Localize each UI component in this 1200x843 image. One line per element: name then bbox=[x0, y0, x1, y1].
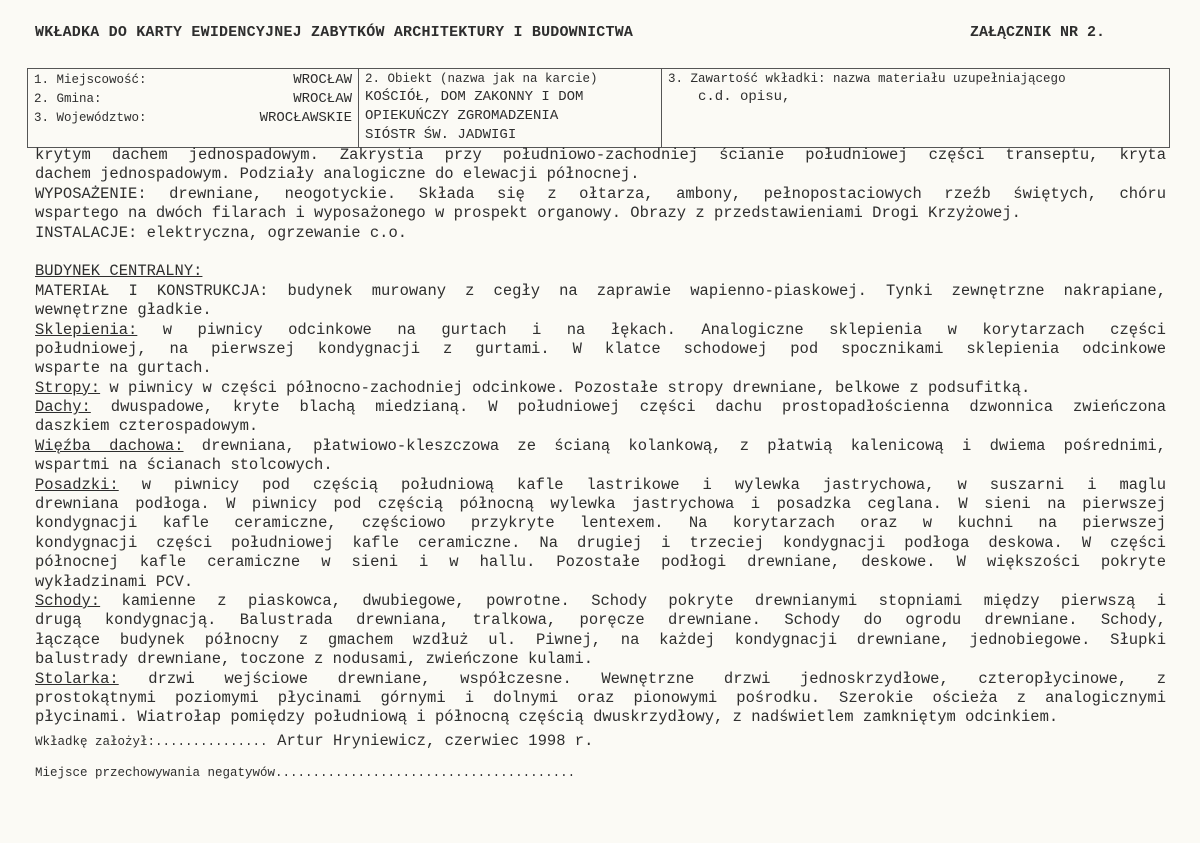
text-line bbox=[35, 611, 1166, 630]
section-heading: Stropy: bbox=[35, 378, 101, 397]
voivodeship-label: 3. Województwo: bbox=[34, 111, 147, 125]
line-text: prostokątnymi poziomymi płycinami górnymi i dolnymi oraz pionowymi pośrodku. Szerokie ościeża z analogicznymi bbox=[35, 688, 1166, 707]
commune-value: WROCŁAW bbox=[293, 91, 352, 107]
section-heading: Sklepienia: bbox=[35, 320, 138, 339]
line-text: w piwnicy pod częścią południową kafle lastrikowe i wylewka jastrychowa, w suszarni i maglu bbox=[118, 475, 1166, 494]
line-text: łączące budynek północny z gmachem wzdłuż ul. Piwnej, na każdej kondygnacji drewniane, jednobiegowe. Słupki bbox=[35, 630, 1166, 649]
commune-label: 2. Gmina: bbox=[34, 92, 102, 106]
commune-row bbox=[34, 90, 352, 109]
line-text: daszkiem czterospadowym. bbox=[35, 417, 259, 436]
line-text: kondygnacji części południowej kafle ceramiczne. Na drugiej i trzeciej kondygnacji podłoga deskowa. W części bbox=[35, 533, 1166, 552]
object-label: 2. Obiekt (nazwa jak na karcie) bbox=[365, 72, 598, 86]
section-heading: BUDYNEK CENTRALNY: bbox=[35, 262, 203, 281]
text-line bbox=[35, 456, 1166, 475]
line-text: w piwnicy odcinkowe na gurtach i na łękach. Analogiczne sklepienia w korytarzach części bbox=[137, 320, 1166, 339]
negatives-storage-line: Miejsce przechowywania negatywów........................................ bbox=[35, 766, 576, 780]
line-text: balustrady drewniane, toczone z nodusami, zwieńczone kulami. bbox=[35, 650, 594, 669]
text-line bbox=[35, 321, 1166, 340]
line-text: wsparte na gurtach. bbox=[35, 359, 212, 378]
line-text: MATERIAŁ I KONSTRUKCJA: budynek murowany z cegły na zaprawie wapienno-piaskowej. Tynki zewnętrzne nakrapiane, bbox=[35, 281, 1166, 300]
author-value: Artur Hryniewicz, czerwiec 1998 r. bbox=[277, 732, 594, 750]
text-line bbox=[35, 204, 1166, 223]
author-label: Wkładkę założył:............... bbox=[35, 735, 268, 749]
line-text: kamienne z piaskowca, dwubiegowe, powrotne. Schody pokryte drewnianymi stopniami między pierwszą i bbox=[100, 591, 1166, 610]
line-text: drewniana, płatwiowo-kleszczowa ze ścianą kolankową, z płatwią kalenicową i dwiema pośrednimi, bbox=[183, 436, 1166, 455]
object-name-line: OPIEKUŃCZY ZGROMADZENIA bbox=[365, 108, 559, 124]
text-line bbox=[35, 573, 1166, 592]
text-line bbox=[35, 708, 1166, 727]
line-text: płycinami. Wiatrołap pomiędzy południową i północną częścią dwuskrzydłowy, z nadświetlem zamkniętym odcinkiem. bbox=[35, 708, 1059, 727]
line-text: dachem jednospadowym. Podziały analogiczne do elewacji północnej. bbox=[35, 165, 640, 184]
text-line bbox=[35, 359, 1166, 378]
voivodeship-value: WROCŁAWSKIE bbox=[259, 110, 352, 126]
location-value: WROCŁAW bbox=[293, 72, 352, 88]
contents-label: 3. Zawartość wkładki: nazwa materiału uzupełniającego bbox=[668, 72, 1066, 86]
line-text: INSTALACJE: elektryczna, ogrzewanie c.o. bbox=[35, 223, 408, 242]
section-heading: Stolarka: bbox=[35, 669, 119, 688]
location-label: 1. Miejscowość: bbox=[34, 73, 147, 87]
text-line bbox=[35, 262, 1166, 281]
description-body bbox=[35, 146, 1166, 728]
text-line bbox=[35, 417, 1166, 436]
text-line bbox=[35, 185, 1166, 204]
section-heading: Dachy: bbox=[35, 398, 91, 417]
location-cell bbox=[28, 69, 359, 148]
text-line bbox=[35, 398, 1166, 417]
object-cell bbox=[359, 69, 662, 148]
line-text: drugą kondygnacją. Balustrada drewniana, tralkowa, poręcze drewniane. Schody do ogrodu drewniane. Schody, bbox=[35, 611, 1166, 630]
object-name-line: KOŚCIÓŁ, DOM ZAKONNY I DOM bbox=[365, 89, 584, 105]
text-line bbox=[35, 514, 1166, 533]
contents-cell bbox=[662, 69, 1170, 148]
author-line bbox=[35, 732, 593, 750]
text-line bbox=[35, 340, 1166, 359]
contents-value: c.d. opisu, bbox=[698, 89, 791, 105]
object-name-line: SIÓSTR ŚW. JADWIGI bbox=[365, 127, 517, 143]
text-line bbox=[35, 553, 1166, 572]
section-heading: Schody: bbox=[35, 591, 101, 610]
annex-number: ZAŁĄCZNIK NR 2. bbox=[970, 24, 1106, 41]
location-row bbox=[34, 71, 352, 90]
text-line bbox=[35, 165, 1166, 184]
line-text: południowej, na pierwszej kondygnacji z gurtami. W klatce schodowej pod spocznikami sklepienia odcinkowe bbox=[35, 339, 1166, 358]
line-text: dwuspadowe, kryte blachą miedzianą. W południowej części dachu prostopadłościenna dzwonnica zwieńczona bbox=[90, 398, 1166, 417]
section-heading: Posadzki: bbox=[35, 475, 119, 494]
text-line bbox=[35, 689, 1166, 708]
text-line bbox=[35, 379, 1166, 398]
text-line bbox=[35, 146, 1166, 165]
text-line bbox=[35, 301, 1166, 320]
line-text: kondygnacji kafle ceramiczne, częściowo przykryte lentexem. Na korytarzach oraz w kuchni na pierwszej bbox=[35, 514, 1166, 533]
text-line bbox=[35, 534, 1166, 553]
text-line bbox=[35, 631, 1166, 650]
line-text: w piwnicy w części północno-zachodniej odcinkowe. Pozostałe stropy drewniane, belkowe z podsufitką. bbox=[100, 378, 1031, 397]
text-line bbox=[35, 650, 1166, 669]
section-heading: Więźba dachowa: bbox=[35, 436, 184, 455]
line-text: wewnętrzne gładkie. bbox=[35, 301, 212, 320]
text-line bbox=[35, 437, 1166, 456]
text-line bbox=[35, 476, 1166, 495]
line-text: drzwi wejściowe drewniane, współczesne. Wewnętrzne drzwi jednoskrzydłowe, czteropłycinowe, z bbox=[118, 669, 1166, 688]
line-text: WYPOSAŻENIE: drewniane, neogotyckie. Składa się z ołtarza, ambony, pełnopostaciowych rzeźb świętych, chóru bbox=[35, 184, 1166, 203]
document-title: WKŁADKA DO KARTY EWIDENCYJNEJ ZABYTKÓW ARCHITEKTURY I BUDOWNICTWA bbox=[35, 24, 634, 41]
text-line bbox=[35, 224, 1166, 243]
line-text: krytym dachem jednospadowym. Zakrystia przy południowo-zachodniej ścianie południowej części transeptu, kryta bbox=[35, 146, 1166, 164]
text-line bbox=[35, 670, 1166, 689]
text-line bbox=[35, 282, 1166, 301]
line-text: drewniana podłoga. W piwnicy pod częścią północną wylewka jastrychowa i posadzka ceglana. W sieni na pierwszej bbox=[35, 495, 1166, 514]
info-table bbox=[27, 68, 1170, 148]
line-text: wspartego na dwóch filarach i wyposażonego w prospekt organowy. Obrazy z przedstawieniami Drogi Krzyżowej. bbox=[35, 204, 1021, 223]
line-text: północnej kafle ceramiczne w sieni i w hallu. Pozostałe podłogi drewniane, deskowe. W większości pokryte bbox=[35, 553, 1166, 572]
blank-line bbox=[35, 243, 1166, 262]
line-text: wykładzinami PCV. bbox=[35, 572, 194, 591]
text-line bbox=[35, 592, 1166, 611]
voivodeship-row bbox=[34, 109, 352, 128]
text-line bbox=[35, 495, 1166, 514]
line-text: wspartmi na ścianach stolcowych. bbox=[35, 456, 333, 475]
